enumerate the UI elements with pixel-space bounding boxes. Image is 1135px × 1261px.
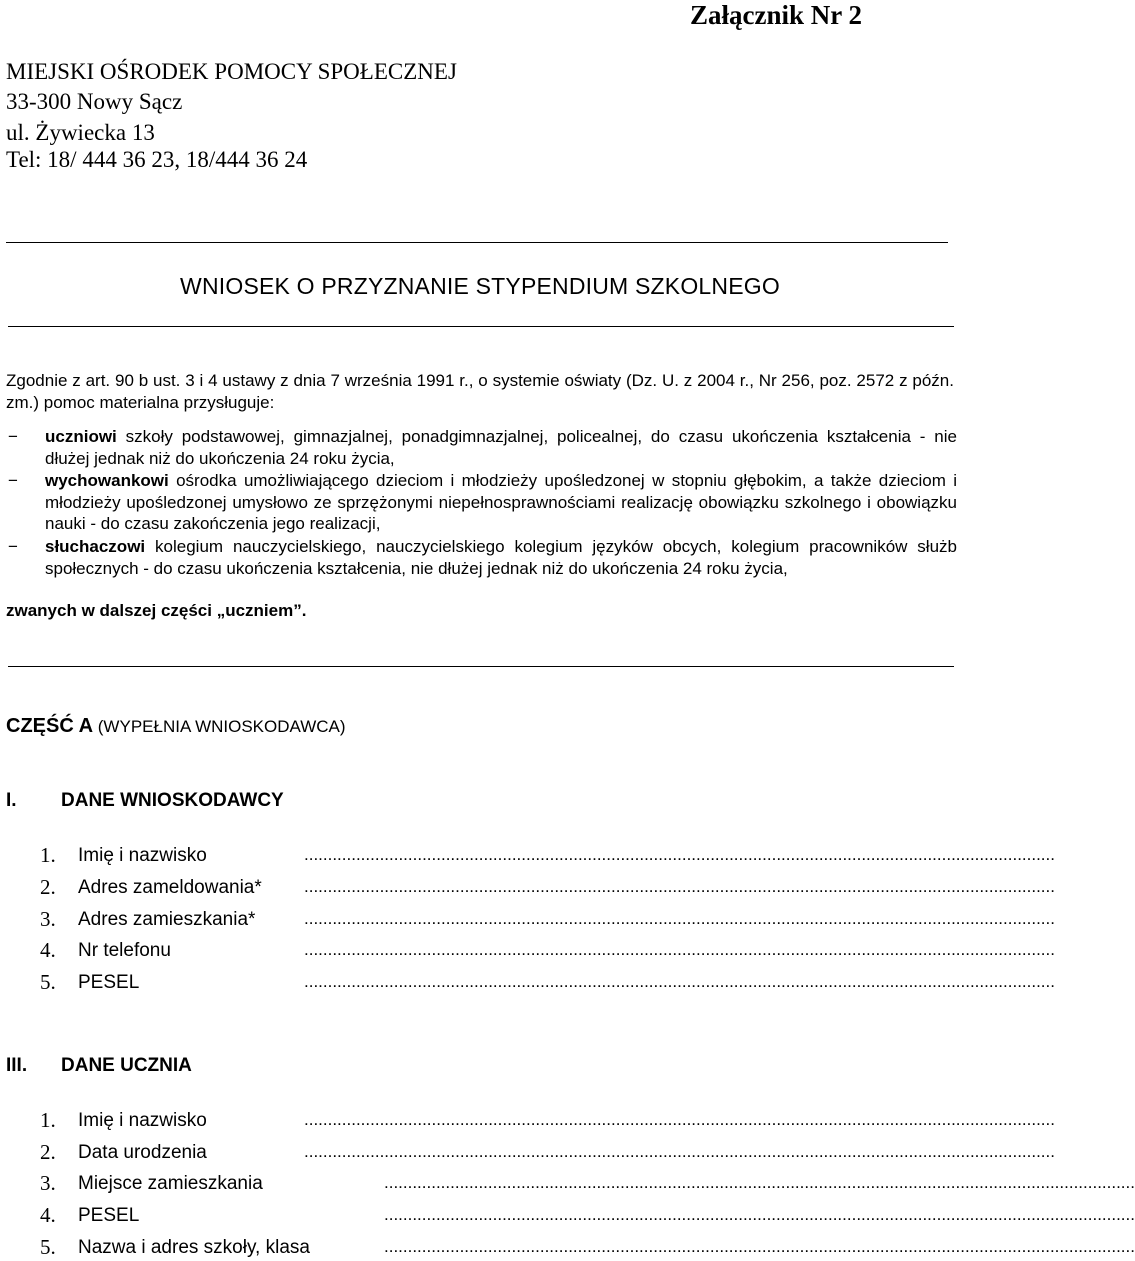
applicant-heading: DANE WNIOSKODAWCY xyxy=(61,790,284,811)
field-fill-line[interactable]: ............................................................................................................................................................... xyxy=(304,1142,1055,1161)
eligible-item-text: ośrodka umożliwiającego dzieciom i młodzieży upośledzonej w stopniu głębokim, a także dzieciom i młodzieży upośledzonej umysłowo ze sprzężonymi niepełnosprawnościami realizację obowiązku szkolnego i obowiązku nauki - do czasu zakończenia jego realizacji, xyxy=(45,471,957,534)
field-label: Nazwa i adres szkoły, klasa xyxy=(78,1237,310,1258)
field-fill-line[interactable]: ............................................................................................................................................................... xyxy=(384,1205,1135,1224)
org-phone: Tel: 18/ 444 36 23, 18/444 36 24 xyxy=(6,147,308,172)
field-number: 3. xyxy=(40,907,56,931)
form-field-birth-date[interactable] xyxy=(40,1140,1055,1166)
field-number: 3. xyxy=(40,1171,56,1195)
dash-bullet: − xyxy=(8,427,18,446)
field-fill-line[interactable]: ............................................................................................................................................................... xyxy=(304,972,1055,991)
eligible-item-text: kolegium nauczycielskiego, nauczycielskiego kolegium języków obcych, kolegium pracowników służb społecznych - do czasu ukończenia kształcenia, nie dłużej jednak niż do ukończenia 24 roku życia, xyxy=(45,537,957,578)
form-field-school[interactable] xyxy=(40,1235,1135,1261)
field-number: 1. xyxy=(40,1108,56,1132)
eligible-item-bold: uczniowi xyxy=(45,427,117,446)
field-label: Adres zamieszkania* xyxy=(78,909,256,930)
field-label: Miejsce zamieszkania xyxy=(78,1173,263,1194)
dash-bullet: − xyxy=(8,471,18,490)
student-heading: DANE UCZNIA xyxy=(61,1055,192,1076)
divider-section xyxy=(8,666,954,667)
dash-bullet: − xyxy=(8,537,18,556)
document-title: WNIOSEK O PRZYZNANIE STYPENDIUM SZKOLNEGO xyxy=(180,273,780,299)
field-number: 5. xyxy=(40,970,56,994)
field-label: Nr telefonu xyxy=(78,940,171,961)
field-number: 2. xyxy=(40,1140,56,1164)
org-city: 33-300 Nowy Sącz xyxy=(6,89,183,114)
eligible-item-bold: wychowankowi xyxy=(45,471,169,490)
intro-paragraph: Zgodnie z art. 90 b ust. 3 i 4 ustawy z dnia 7 września 1991 r., o systemie oświaty (Dz. U. z 2004 r., Nr 256, poz. 2572 z późn. zm.) pomoc materialna przysługuje: xyxy=(6,371,954,412)
applicant-heading-number: I. xyxy=(6,790,17,811)
field-label: PESEL xyxy=(78,972,140,993)
eligible-item-ward xyxy=(45,470,957,535)
form-field-phone[interactable] xyxy=(40,938,1055,964)
field-label: Adres zameldowania* xyxy=(78,877,262,898)
field-label: Imię i nazwisko xyxy=(78,1110,207,1131)
field-number: 5. xyxy=(40,1235,56,1259)
eligible-item-student xyxy=(45,426,957,469)
field-fill-line[interactable]: ............................................................................................................................................................... xyxy=(304,909,1055,928)
field-fill-line[interactable]: ............................................................................................................................................................... xyxy=(304,845,1055,864)
form-field-registered-address[interactable] xyxy=(40,875,1055,901)
divider-title xyxy=(8,326,954,327)
field-number: 4. xyxy=(40,1203,56,1227)
form-field-applicant-name[interactable] xyxy=(40,843,1055,869)
form-field-residence-place[interactable] xyxy=(40,1171,1135,1197)
field-fill-line[interactable]: ............................................................................................................................................................... xyxy=(304,877,1055,896)
eligible-item-bold: słuchaczowi xyxy=(45,537,146,556)
student-heading-number: III. xyxy=(6,1055,28,1076)
form-field-student-pesel[interactable] xyxy=(40,1203,1135,1229)
field-fill-line[interactable]: ............................................................................................................................................................... xyxy=(304,1110,1055,1129)
form-field-residence-address[interactable] xyxy=(40,907,1055,933)
eligible-item-listener xyxy=(45,536,957,579)
field-label: Imię i nazwisko xyxy=(78,845,207,866)
field-label: PESEL xyxy=(78,1205,140,1226)
field-number: 1. xyxy=(40,843,56,867)
org-street: ul. Żywiecka 13 xyxy=(6,120,155,145)
field-fill-line[interactable]: ............................................................................................................................................................... xyxy=(304,940,1055,959)
section-a-heading xyxy=(6,715,346,738)
form-field-applicant-pesel[interactable] xyxy=(40,970,1055,996)
field-fill-line[interactable]: ............................................................................................................................................................... xyxy=(384,1173,1135,1192)
field-fill-line[interactable]: ............................................................................................................................................................... xyxy=(384,1237,1135,1256)
eligible-item-text: szkoły podstawowej, gimnazjalnej, ponadgimnazjalnej, policealnej, do czasu ukończenia kształcenia - nie dłużej jednak niż do ukończenia 24 roku życia, xyxy=(45,427,957,468)
field-number: 4. xyxy=(40,938,56,962)
section-a-label: CZĘŚĆ A xyxy=(6,715,94,737)
closing-note: zwanych w dalszej części „uczniem”. xyxy=(6,601,307,620)
field-label: Data urodzenia xyxy=(78,1142,207,1163)
divider-top xyxy=(6,242,948,243)
form-field-student-name[interactable] xyxy=(40,1108,1055,1134)
annex-label: Załącznik Nr 2 xyxy=(689,0,862,30)
field-number: 2. xyxy=(40,875,56,899)
org-name: MIEJSKI OŚRODEK POMOCY SPOŁECZNEJ xyxy=(6,59,457,84)
section-a-note: (WYPEŁNIA WNIOSKODAWCA) xyxy=(93,717,346,736)
